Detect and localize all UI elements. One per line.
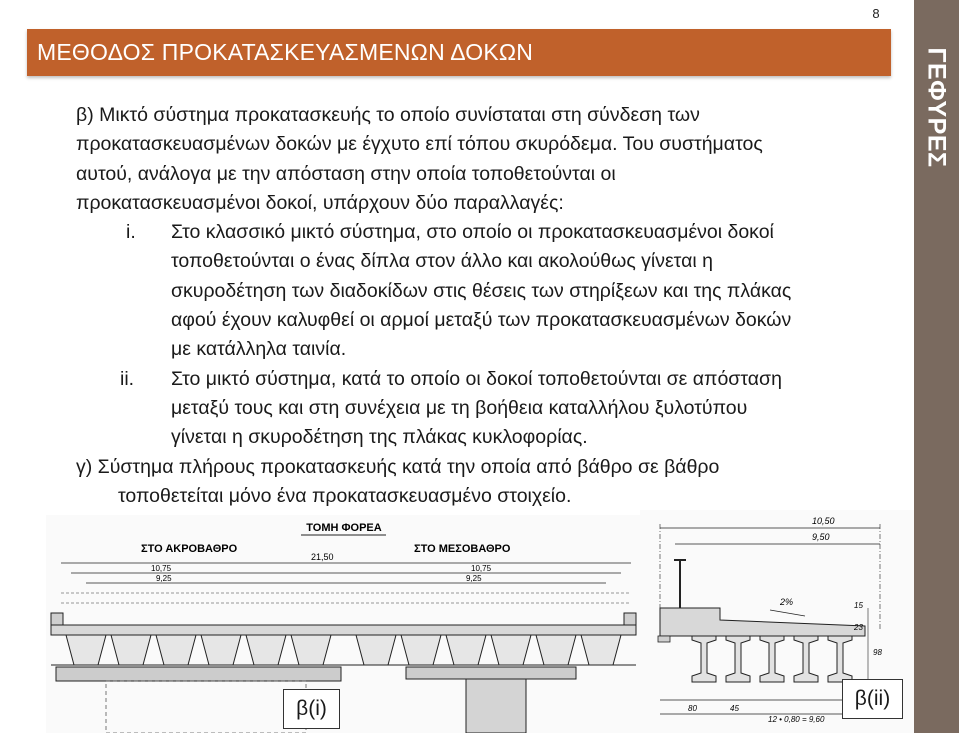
slide-title: ΜΕΘΟΔΟΣ ΠΡΟΚΑΤΑΣΚΕΥΑΣΜΕΝΩΝ ΔΟΚΩΝ [37,39,534,65]
text-line: γ) Σύστημα πλήρους προκατασκευής κατά την οποία από βάθρο σε βάθρο [76,455,720,478]
text-line: προκατασκευασμένων δοκών με έγχυτο επί τόπου σκυρόδεμα. Του συστήματος [76,133,763,156]
caption-b-i: β(i) [283,689,340,729]
text-line: τοποθετούνται ο ένας δίπλα στον άλλο και ακολούθως γίνεται η [171,250,713,273]
side-title [914,0,959,215]
dim-right-b: 9,25 [466,574,482,583]
dim-bottom-right: 45 [730,704,739,713]
text-line: με κατάλληλα ταινία. [171,338,347,361]
dim-side-c: 98 [873,648,882,657]
paragraph-b [76,101,906,218]
body-text [76,101,906,511]
text-line: προκατασκευασμένοι δοκοί, υπάρχουν δύο παραλλαγές: [76,191,564,214]
text-line: αφού έχουν καλυφθεί οι αρμοί μεταξύ των προκατασκευασμένων δοκών [171,309,792,332]
page-number: 8 [872,6,880,21]
dim-top: 10,50 [812,516,835,526]
dim-side-b: 23 [854,623,863,632]
text-line: Στο κλασσικό μικτό σύστημα, στο οποίο οι προκατασκευασμένοι δοκοί [171,221,774,244]
slope-label: 2% [780,597,794,607]
drawing-heading: ΤΟΜΗ ΦΟΡΕΑ [306,522,382,534]
dim-total: 21,50 [311,552,334,562]
list-item-i [76,218,906,364]
label-pier: ΣΤΟ ΜΕΣΟΒΑΘΡΟ [414,543,511,555]
text-line: γίνεται η σκυροδέτηση της πλάκας κυκλοφορίας. [171,426,588,449]
caption-b-ii: β(ii) [842,679,903,719]
dim-bottom-left: 80 [688,704,697,713]
list-item-ii [76,365,906,453]
cross-section-drawing [46,515,641,733]
paragraph-g [76,453,906,512]
dim-right-a: 10,75 [471,564,492,573]
list-marker-i: i. [126,221,136,244]
title-bar [27,29,891,76]
dim-second: 9,50 [812,532,830,542]
dim-left-b: 9,25 [156,574,172,583]
text-line: Στο μικτό σύστημα, κατά το οποίο οι δοκοί τοποθετούνται σε απόσταση [171,367,782,390]
text-line: σκυροδέτηση των διαδοκίδων στις θέσεις των στηρίξεων και της πλάκας [171,279,792,302]
dim-side-a: 15 [854,601,863,610]
side-title-text: ΓΕΦΥΡΕΣ [923,47,951,168]
text-line: αυτού, ανάλογα με την απόσταση στην οποία τοποθετούνται οι [76,162,616,185]
text-line: τοποθετείται μόνο ένα προκατασκευασμένο στοιχείο. [118,484,572,507]
dim-bottom-total: 12 • 0,80 = 9,60 [768,715,825,724]
text-line: μεταξύ τους και στη συνέχεια με τη βοήθεια καταλλήλου ξυλοτύπου [171,396,748,419]
list-marker-ii: ii. [120,367,135,390]
text-line: β) Μικτό σύστημα προκατασκευής το οποίο συνίσταται στη σύνδεση των [76,104,700,126]
dim-left-a: 10,75 [151,564,172,573]
label-abutment: ΣΤΟ ΑΚΡΟΒΑΘΡΟ [141,543,238,555]
